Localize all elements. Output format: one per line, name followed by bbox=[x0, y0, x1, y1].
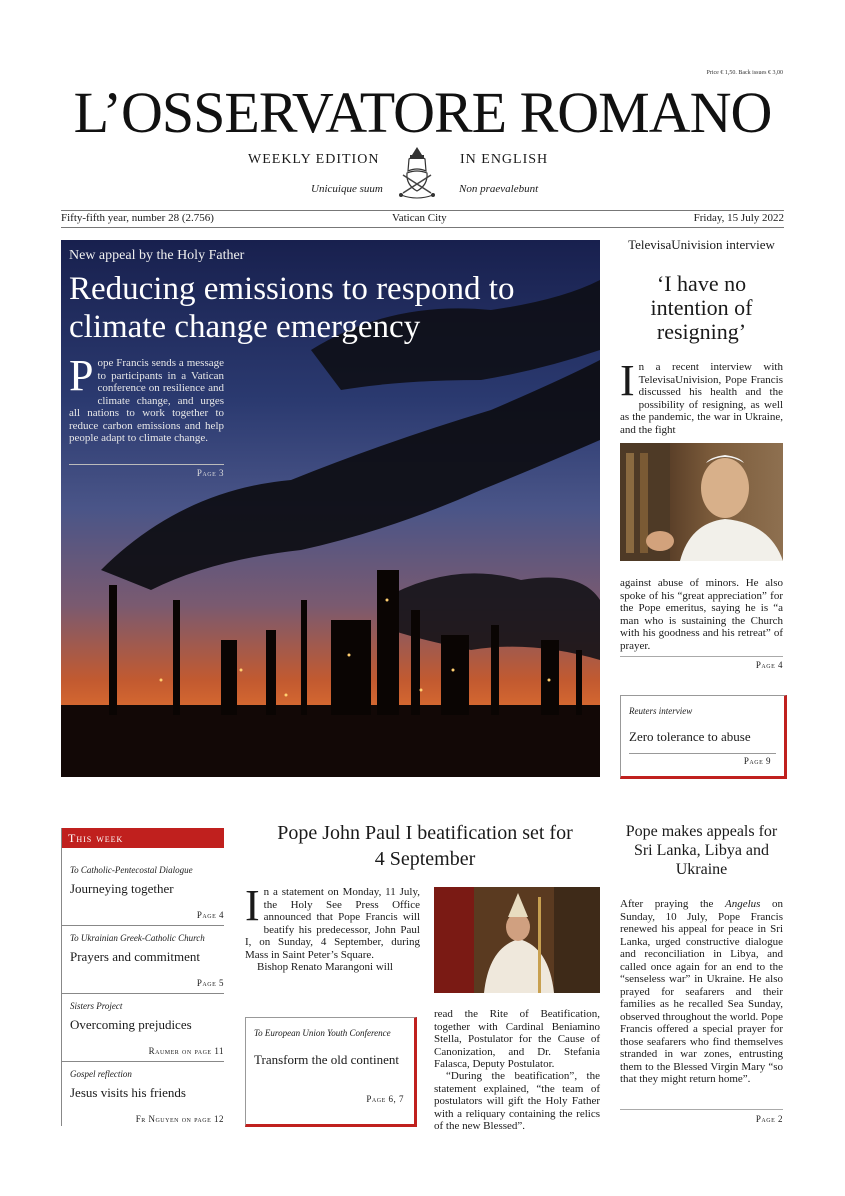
edition-left: WEEKLY EDITION bbox=[248, 152, 380, 167]
motto-left: Unicuique suum bbox=[311, 183, 383, 195]
appeals-headline[interactable]: Pope makes appeals for Sri Lanka, Libya and Ukraine bbox=[625, 823, 778, 878]
hero-feature[interactable] bbox=[61, 240, 600, 777]
hero-kicker: New appeal by the Holy Father bbox=[69, 248, 245, 263]
issue-number: Fifty-fifth year, number 28 (2.756) bbox=[61, 212, 214, 224]
this-week-heading-label: This week bbox=[68, 831, 124, 845]
drop-cap: I bbox=[245, 881, 260, 930]
drop-cap: I bbox=[620, 356, 635, 405]
this-week-divider bbox=[61, 1061, 224, 1062]
this-week-page-ref[interactable]: Page 5 bbox=[196, 978, 224, 988]
header-rule-top bbox=[61, 210, 784, 211]
appeals-text-after: on Sunday, 10 July, Pope Francis renewed his appeal for peace in Sri Lanka, urged constructive dialogue and reconciliation in Libya, and called once again for an end to the “senseless war” in Ukraine. He also prayed for seafarers and their families as he recalled Sea Sunday, observed throughout the world. Pope Francis offered a special prayer for those seafarers who find themselves stranded in war zones, entrusting them to the Blessed Virgin Mary “so that they might return home”. bbox=[620, 898, 784, 1085]
reuters-page-ref[interactable]: Page 9 bbox=[743, 756, 771, 766]
edition-right: IN ENGLISH bbox=[460, 152, 549, 167]
hero-headline[interactable]: Reducing emissions to respond to climate change emergency bbox=[69, 271, 515, 345]
motto-right: Non praevalebunt bbox=[459, 183, 539, 195]
reuters-kicker: Reuters interview bbox=[629, 706, 693, 716]
appeals-text-before: After praying the bbox=[620, 898, 725, 910]
beatification-text-2: read the Rite of Beatification, together with Cardinal Beniamino Stella, Postulator for the Cause of Canonization, and Dr. Stefania Falasca, Deputy Postulator. bbox=[434, 1008, 600, 1070]
interview-headline[interactable]: ‘I have no intention of resigning’ bbox=[650, 271, 753, 344]
this-week-page-ref[interactable]: Raumer on page 11 bbox=[148, 1046, 224, 1056]
this-week-title[interactable]: Jesus visits his friends bbox=[70, 1085, 186, 1100]
appeals-rule bbox=[620, 1109, 783, 1110]
reuters-headline[interactable]: Zero tolerance to abuse bbox=[629, 729, 751, 744]
beatification-text-1b: Bishop Renato Marangoni will bbox=[257, 961, 393, 973]
hero-lead bbox=[69, 351, 224, 445]
interview-text-1 bbox=[620, 356, 783, 436]
interview-rule bbox=[620, 656, 783, 657]
eu-youth-box[interactable] bbox=[245, 1017, 417, 1127]
papal-crest-icon bbox=[395, 145, 439, 203]
pope-john-paul-photo bbox=[434, 887, 600, 993]
this-week-kicker: To Ukrainian Greek-Catholic Church bbox=[70, 933, 205, 943]
this-week-title[interactable]: Prayers and commitment bbox=[70, 949, 200, 964]
this-week-page-ref[interactable]: Page 4 bbox=[196, 910, 224, 920]
eu-headline[interactable]: Transform the old continent bbox=[254, 1052, 400, 1067]
this-week-heading bbox=[61, 828, 224, 848]
this-week-kicker: To Catholic-Pentecostal Dialogue bbox=[70, 865, 193, 875]
beatification-text-3: “During the beatification”, the statement explained, “the team of postulators will gift the Holy Father with a reliquary containing the relics of the new Blessed”. bbox=[434, 1070, 600, 1132]
beatification-text-1 bbox=[245, 881, 420, 974]
reuters-box[interactable] bbox=[620, 695, 787, 779]
header-rule-bottom bbox=[61, 227, 784, 228]
this-week-title[interactable]: Journeying together bbox=[70, 881, 174, 896]
eu-kicker: To European Union Youth Conference bbox=[254, 1028, 391, 1038]
interview-text-1-body: n a recent interview with TelevisaUnivision, Pope Francis discussed his health and the possibility of resigning, as well as the pandemic, the war in Ukraine, and the fight bbox=[620, 361, 783, 436]
this-week-border bbox=[61, 828, 62, 1126]
place: Vatican City bbox=[392, 212, 447, 224]
masthead: L’OSSERVATORE ROMANO bbox=[73, 80, 772, 145]
this-week-divider bbox=[61, 925, 224, 926]
interview-text-2: against abuse of minors. He also spoke of his “great appreciation” for the Pope emeritus, saying he is “a man who is sustaining the Church with his goodness and his retreat” of prayer. bbox=[620, 577, 783, 652]
this-week-kicker: Gospel reflection bbox=[70, 1069, 132, 1079]
beatification-text-1-body: n a statement on Monday, 11 July, the Holy See Press Office announced that Pope Francis will beatify his predecessor, John Paul I, on Sunday, 4 September, during Mass in Saint Peter’s Square. bbox=[245, 886, 420, 961]
this-week-title[interactable]: Overcoming prejudices bbox=[70, 1017, 192, 1032]
appeals-page-ref[interactable]: Page 2 bbox=[755, 1114, 783, 1124]
interview-kicker: TelevisaUnivision interview bbox=[628, 237, 775, 252]
beatification-headline[interactable]: Pope John Paul I beatification set for 4 September bbox=[277, 822, 573, 870]
this-week-page-ref[interactable]: Fr Nguyen on page 12 bbox=[135, 1114, 224, 1124]
price-note: Price € 1,50. Back issues € 3,00 bbox=[706, 70, 783, 76]
hero-rule bbox=[69, 464, 224, 465]
appeals-text-em: Angelus bbox=[724, 898, 761, 910]
this-week-divider bbox=[61, 993, 224, 994]
eu-page-ref[interactable]: Page 6, 7 bbox=[366, 1094, 404, 1104]
hero-lead-text: ope Francis sends a message to participants in a Vatican conference on resilience and climate change, and urges all nations to work together to reduce carbon emissions and help people adapt to climate change. bbox=[69, 357, 224, 444]
hero-page-ref[interactable]: Page 3 bbox=[196, 468, 224, 478]
pope-interview-photo bbox=[620, 443, 783, 561]
issue-date: Friday, 15 July 2022 bbox=[693, 212, 784, 224]
interview-page-ref[interactable]: Page 4 bbox=[755, 660, 783, 670]
drop-cap: P bbox=[69, 351, 94, 400]
this-week-kicker: Sisters Project bbox=[70, 1001, 123, 1011]
appeals-text bbox=[620, 898, 783, 1086]
reuters-rule bbox=[629, 753, 776, 754]
